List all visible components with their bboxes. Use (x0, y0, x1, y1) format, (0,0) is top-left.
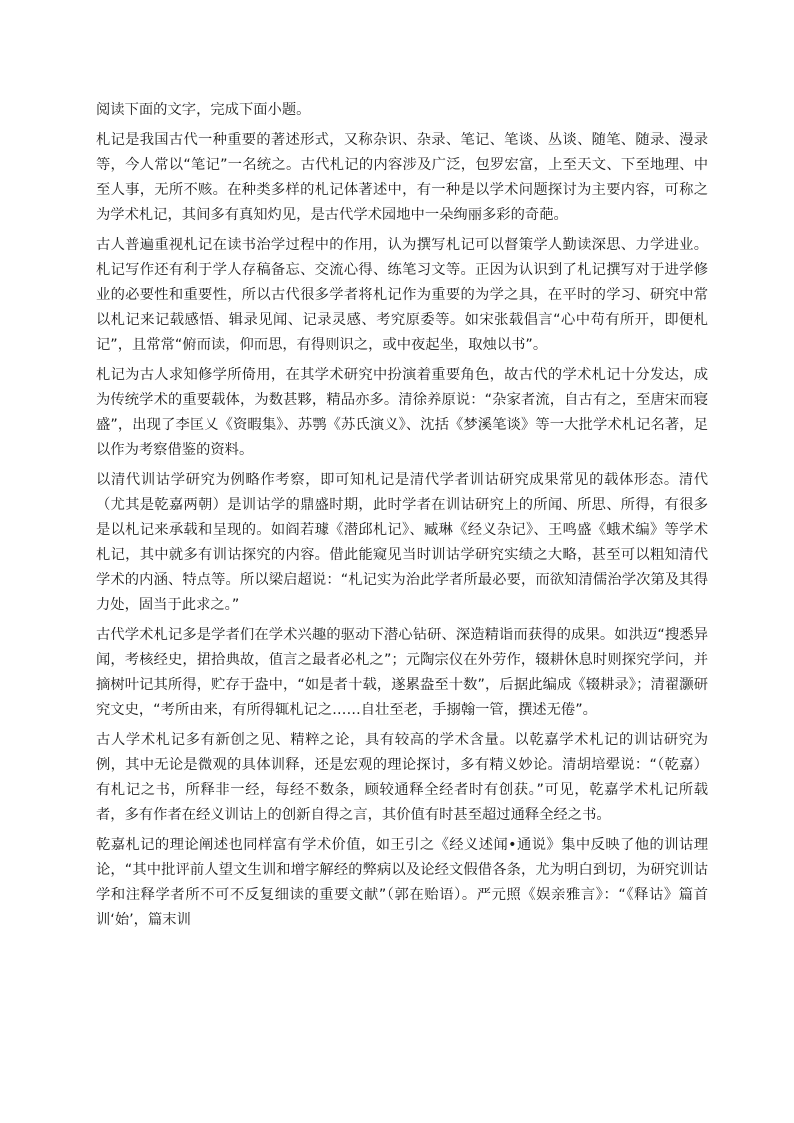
paragraph-7: 乾嘉札记的理论阐述也同样富有学术价值，如王引之《经义述闻•通说》集中反映了他的训诂理论，“其中批评前人望文生训和增字解经的弊病以及论经文假借各条，尤为明白到切，为研究训诂学和注释学者所不可不反复细读的重要文献”（郭在贻语）。严元照《娱亲雅言》：“《释诂》篇首训‘始’，篇末训 (96, 837, 708, 928)
paragraph-2: 古人普遍重视札记在读书治学过程中的作用，认为撰写札记可以督策学人勤读深思、力学进业。札记写作还有利于学人存稿备忘、交流心得、练笔习文等。正因为认识到了札记撰写对于进学修业的必要性和重要性，所以古代很多学者将札记作为重要的为学之具，在平时的学习、研究中常以札记来记载感悟、辑录见闻、记录灵感、考究原委等。如宋张载倡言“心中苟有所开，即便札记”，且常常“俯而读，仰而思，有得则识之，或中夜起坐，取烛以书”。 (96, 237, 708, 353)
paragraph-1: 札记是我国古代一种重要的著述形式，又称杂识、杂录、笔记、笔谈、丛谈、随笔、随录、漫录等，今人常以“笔记”一名统之。古代札记的内容涉及广泛，包罗宏富，上至天文、下至地理、中至人事，无所不赅。在种类多样的札记体著述中，有一种是以学术问题探讨为主要内容，可称之为学术札记，其间多有真知灼见，是古代学术园地中一朵绚丽多彩的奇葩。 (96, 132, 708, 223)
paragraph-3: 札记为古人求知修学所倚用，在其学术研究中扮演着重要角色，故古代的学术札记十分发达，成为传统学术的重要载体，为数甚夥，精品亦多。清徐养原说：“杂家者流，自古有之，至唐宋而寝盛”，出现了李匡乂《资暇集》、苏鹗《苏氏演义》、沈括《梦溪笔谈》等一大批学术札记名著，足以作为考察借鉴的资料。 (96, 367, 708, 458)
document-body (96, 98, 708, 938)
instruction-line: 阅读下面的文字，完成下面小题。 (96, 102, 311, 118)
paragraph-5: 古代学术札记多是学者们在学术兴趣的驱动下潜心钻研、深造精诣而获得的成果。如洪迈“搜悉异闻，考核经史，捃拾典故，值言之最者必札之”；元陶宗仪在外劳作，辍耕休息时则探究学问，并摘树叶记其所得，贮存于盎中，“如是者十载，遂累盎至十数”，后据此编成《辍耕录》；清翟灏研究文史，“考所由来，有所得辄札记之……自壮至老，手搦翰一管，撰述无倦”。 (96, 627, 708, 718)
paragraph-6: 古人学术札记多有新创之见、精粹之论，具有较高的学术含量。以乾嘉学术札记的训诂研究为例，其中无论是微观的具体训释，还是宏观的理论探讨，多有精义妙论。清胡培翚说：“（乾嘉）有札记之书，所释非一经，每经不数条，顾较通释全经者时有创获。”可见，乾嘉学术札记所载者，多有作者在经义训诂上的创新自得之言，其价值有时甚至超过通释全经之书。 (96, 732, 708, 823)
paragraph-4: 以清代训诂学研究为例略作考察，即可知札记是清代学者训诂研究成果常见的载体形态。清代（尤其是乾嘉两朝）是训诂学的鼎盛时期，此时学者在训诂研究上的所闻、所思、所得，有很多是以札记来承载和呈现的。如阎若璩《潜邱札记》、臧琳《经义杂记》、王鸣盛《蛾术编》等学术札记，其中就多有训诂探究的内容。借此能窥见当时训诂学研究实绩之大略，甚至可以粗知清代学术的内涵、特点等。所以梁启超说：“札记实为治此学者所最必要，而欲知清儒治学次第及其得力处，固当于此求之。” (96, 472, 708, 613)
